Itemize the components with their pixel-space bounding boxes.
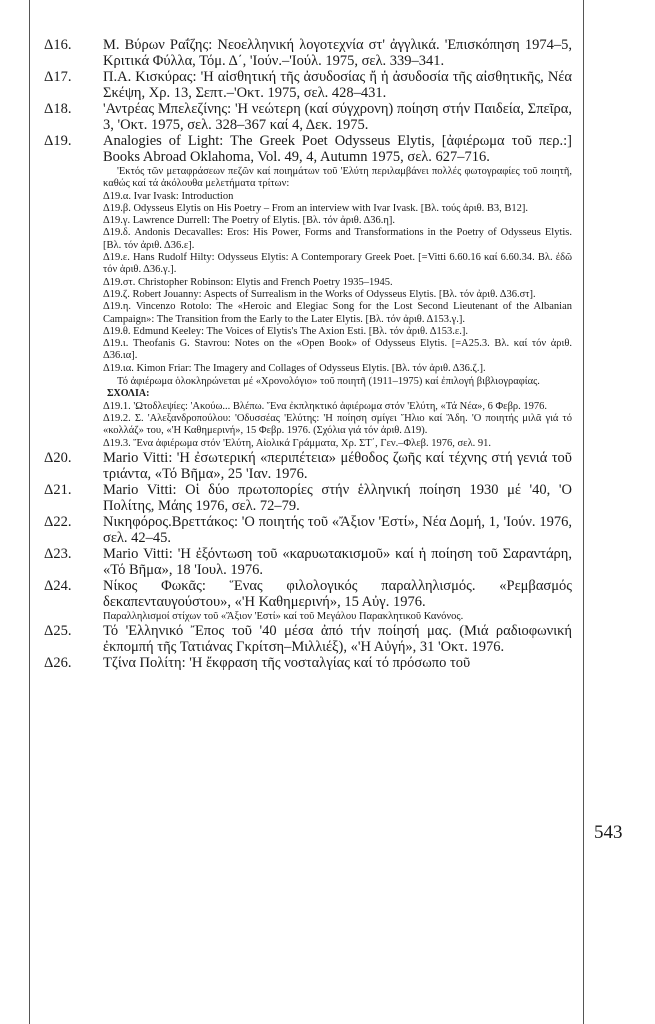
sub-entry: Δ19.ι. Theofanis G. Stavrou: Notes on the «Open Book» of Odysseus Elytis. [=A25.3. Βλ. καί τόν ἀριθ. Δ36.ια]. bbox=[103, 338, 572, 362]
entry-number: Δ23. bbox=[44, 545, 72, 562]
entry-text: Τό 'Ελληνικό Ἔπος τοῦ '40 μέσα ἀπό τήν ποίησή μας. (Μιά ραδιοφωνική ἐκπομπή τῆς Τατιάνας Γκρίτση–Μιλλιέξ), «'Η Αὐγή», 31 'Οκτ. 1976. bbox=[103, 623, 572, 656]
entry-number: Δ26. bbox=[44, 655, 72, 672]
sub-entry: Δ19.β. Odysseus Elytis on His Poetry – From an interview with Ivar Ivask. [Βλ. τούς ἀριθ. Β3, Β12]. bbox=[103, 202, 528, 214]
entry-text: Analogies of Light: The Greek Poet Odysseus Elytis, [ἀφιέρωμα τοῦ περ.:] Books Abroad Oklahoma, Vol. 49, 4, Autumn 1975, σελ. 627–716. bbox=[103, 133, 572, 165]
sub-entry: Δ19.γ. Lawrence Durrell: The Poetry of Elytis. [Βλ. τόν ἀριθ. Δ36.η]. bbox=[103, 215, 396, 227]
entry-d25 bbox=[40, 623, 572, 655]
sub-entry: Δ19.ια. Kimon Friar: The Imagery and Collages of Odysseus Elytis. [Βλ. τόν ἀριθ. Δ36.ζ.]. bbox=[103, 362, 486, 374]
page-number: 543 bbox=[594, 822, 623, 843]
entry-number: Δ17. bbox=[44, 69, 72, 85]
entry-number: Δ22. bbox=[44, 513, 72, 530]
entry-text: Mario Vitti: Οἱ δύο πρωτοπορίες στήν ἑλληνική ποίηση 1930 μέ '40, 'Ο Πολίτης, Μάης 1976, σελ. 72–79. bbox=[103, 481, 572, 514]
right-margin-rule bbox=[583, 0, 584, 1024]
entry-d21 bbox=[40, 482, 572, 514]
entry-number: Δ25. bbox=[44, 623, 72, 640]
scholia-item: Δ19.3. Ἕνα ἀφιέρωμα στόν 'Ελύτη, Αἰολικά Γράμματα, Χρ. ΣΤ΄, Γεν.–Φλεβ. 1976, σελ. 91. bbox=[103, 437, 492, 449]
scholia-item: Δ19.2. Σ. 'Αλεξανδροπούλου: 'Οδυσσέας 'Ελύτης: 'Η ποίηση σμίγει Ἥλιο καί Ἅδη. 'Ο ποιητής μιλᾶ γιά τό «κολλάζ» του, «'Η Καθημερινή», 15 Φεβρ. 1976. (Σχόλια γιά τόν ἀριθ. Δ19). bbox=[103, 412, 572, 437]
entry-d16 bbox=[40, 37, 572, 69]
entry-note: Παραλληλισμοί στίχων τοῦ «Ἄξιον 'Εστί» καί τοῦ Μεγάλου Παρακλητικοῦ Κανόνος. bbox=[103, 610, 464, 622]
entry-text: 'Αντρέας Μπελεζίνης: 'Η νεώτερη (καί σύγχρονη) ποίηση στήν Παιδεία, Σπεῖρα, 3, 'Οκτ. 1975, σελ. 328–367 καί 4, Δεκ. 1975. bbox=[103, 101, 572, 133]
bibliography-list bbox=[40, 37, 572, 671]
entry-number: Δ18. bbox=[44, 101, 72, 117]
entry-text: Mario Vitti: 'Η ἐσωτερική «περιπέτεια» μέθοδος ζωῆς καί τέχνης στή γενιά τοῦ τριάντα, «Τό Βῆμα», 25 'Ιαν. 1976. bbox=[103, 449, 572, 482]
sub-entry: Δ19.στ. Christopher Robinson: Elytis and French Poetry 1935–1945. bbox=[103, 276, 393, 288]
entry-d26 bbox=[40, 655, 572, 671]
entry-text: Νικηφόρος.Βρεττάκος: 'Ο ποιητής τοῦ «Ἄξιον 'Εστί», Νέα Δομή, 1, 'Ιούν. 1976, σελ. 42–45. bbox=[103, 513, 572, 546]
sub-entry: Δ19.θ. Edmund Keeley: The Voices of Elytis's The Axion Esti. [Βλ. τόν ἀριθ. Δ153.ε.]. bbox=[103, 325, 468, 337]
entry-text: Τζίνα Πολίτη: 'Η ἔκφραση τῆς νοσταλγίας καί τό πρόσωπο τοῦ bbox=[103, 655, 471, 672]
entry-text: Μ. Βύρων Ραΐζης: Νεοελληνική λογοτεχνία στ' ἀγγλικά. 'Επισκόπηση 1974–5, Κριτικά Φύλλα, Τόμ. Δ΄, 'Ιούν.–'Ιούλ. 1975, σελ. 339–341. bbox=[103, 37, 572, 69]
entry-d24 bbox=[40, 578, 572, 623]
entry-number: Δ16. bbox=[44, 37, 72, 53]
sub-entry: Δ19.α. Ivar Ivask: Introduction bbox=[103, 190, 234, 202]
scholia-item: Δ19.1. 'Ωτοδλεψίες: 'Ακούω... Βλέπω. Ἕνα ἐκπληκτικό ἀφιέρωμα στόν 'Ελύτη, «Τά Νέα», 6 Φεβρ. 1976. bbox=[103, 400, 548, 412]
entry-note: 'Εκτός τῶν μεταφράσεων πεζῶν καί ποιημάτων τοῦ 'Ελύτη περιλαμβάνει πολλές φωτογραφίες τοῦ ποιητῆ, καθώς καί τά ἀκόλουθα μελετήματα τρίτων: bbox=[103, 166, 572, 190]
sub-entry: Δ19.ε. Hans Rudolf Hilty: Odysseus Elytis: A Contemporary Greek Poet. [=Vitti 6.60.16 καί 6.60.34. Βλ. ἐδῶ τόν ἀριθ. Δ36.γ.]. bbox=[103, 252, 572, 276]
entry-d23 bbox=[40, 546, 572, 578]
entry-note: Τό ἀφιέρωμα ὁλοκληρώνεται μέ «Χρονολόγιο» τοῦ ποιητῆ (1911–1975) καί ἐπιλογή βιβλιογραφίας. bbox=[117, 376, 540, 388]
entry-text: Νίκος Φωκᾶς: Ἕνας φιλολογικός παραλληλισμός. «Ρεμβασμός δεκαπενταυγούστου», «'Η Καθημερινή», 15 Αὐγ. 1976. bbox=[103, 577, 572, 610]
entry-d18 bbox=[40, 101, 572, 133]
sub-entry: Δ19.η. Vincenzo Rotolo: The «Heroic and Elegiac Song for the Lost Second Lieutenant of the Albanian Campaign»: The Transition from the Early to the Later Elytis. [Βλ. τόν ἀριθ. Δ153.γ.]. bbox=[103, 301, 572, 325]
entry-d22 bbox=[40, 514, 572, 546]
entry-d20 bbox=[40, 450, 572, 482]
entry-d19 bbox=[40, 133, 572, 450]
entry-d17 bbox=[40, 69, 572, 101]
entry-number: Δ20. bbox=[44, 449, 72, 466]
entry-number: Δ21. bbox=[44, 481, 72, 498]
sub-entry: Δ19.ζ. Robert Jouanny: Aspects of Surrealism in the Works of Odysseus Elytis. [Βλ. τόν ἀριθ. Δ36.στ]. bbox=[103, 288, 536, 300]
left-margin-rule bbox=[29, 0, 30, 1024]
entry-text: Π.Α. Κισκύρας: 'Η αἰσθητική τῆς ἀσυδοσίας ἤ ἡ ἀσυδοσία τῆς αἰσθητικῆς, Νέα Σκέψη, Χρ. 13, Σεπτ.–'Οκτ. 1975, σελ. 428–431. bbox=[103, 69, 572, 101]
scholia-heading: ΣΧΟΛΙΑ: bbox=[107, 388, 150, 400]
entry-number: Δ19. bbox=[44, 133, 72, 149]
entry-text: Mario Vitti: 'Η ἐξόντωση τοῦ «καρυωτακισμοῦ» καί ἡ ποίηση τοῦ Σαραντάρη, «Τό Βῆμα», 18 'Ιουλ. 1976. bbox=[103, 545, 572, 578]
entry-number: Δ24. bbox=[44, 577, 72, 594]
sub-entry: Δ19.δ. Andonis Decavalles: Eros: His Power, Forms and Transformations in the Poetry of Odysseus Elytis. [Βλ. τόν ἀριθ. Δ36.ε]. bbox=[103, 227, 572, 251]
